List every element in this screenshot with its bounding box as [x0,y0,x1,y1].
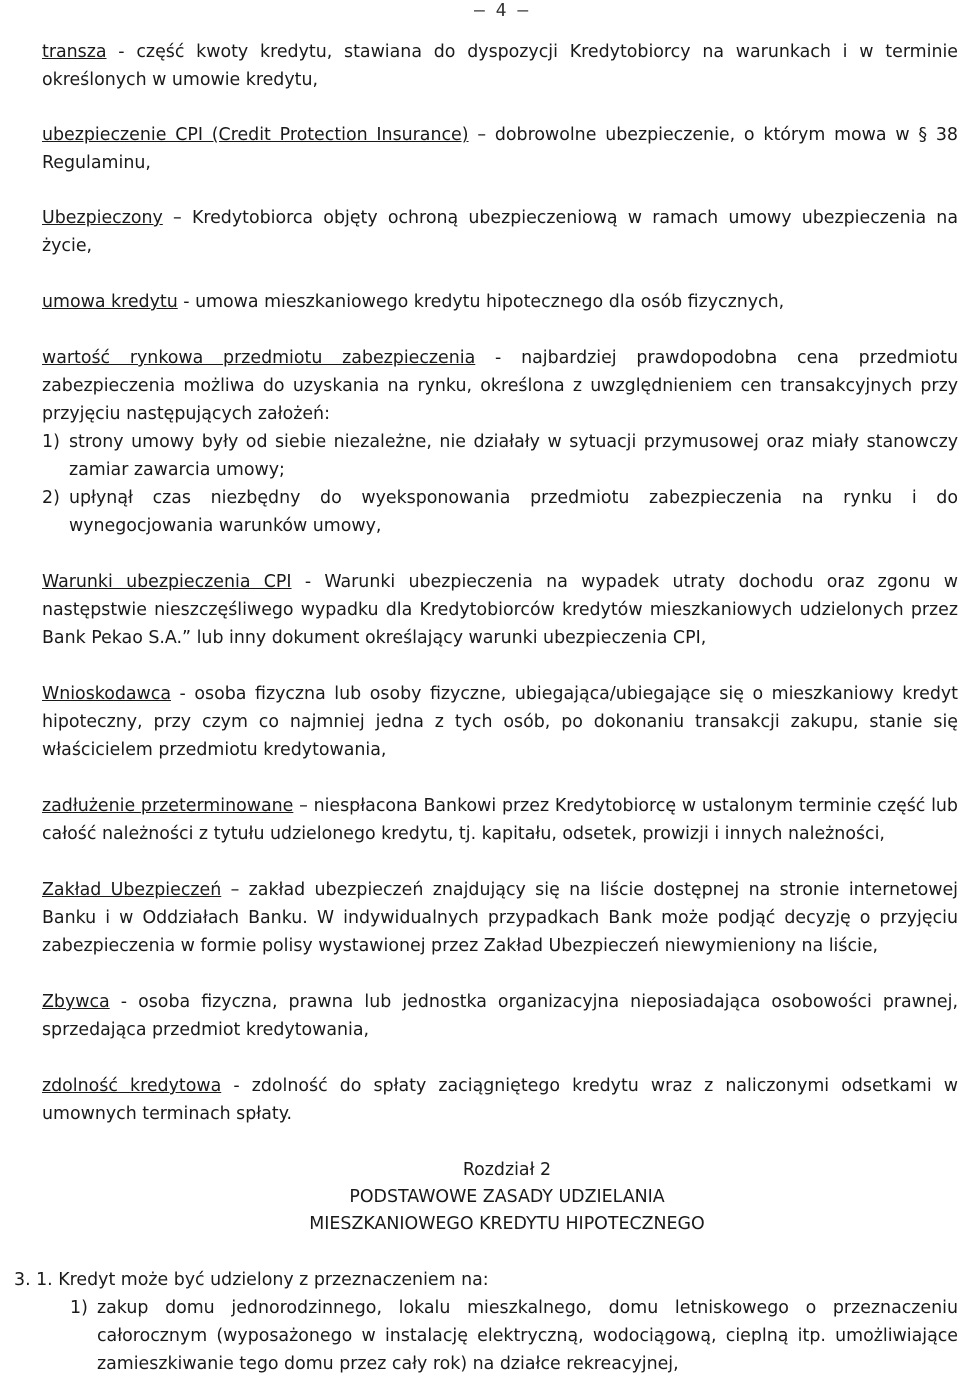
definition-text: osoba fizyczna, prawna lub jednostka organizacyjna nieposiadająca osobowości prawnej, sprzedająca przedmiot kredytowania, [42,992,958,1040]
list-item-text: strony umowy były od siebie niezależne, nie działały w sytuacji przymusowej oraz miały stanowczy zamiar zawarcia umowy; [69,432,958,480]
definition-text: niespłacona Bankowi przez Kredytobiorcę w ustalonym terminie część lub całość należności z tytułu udzielonego kredytu, tj. kapitału, odsetek, prowizji i innych należności, [42,796,958,844]
definition-text: dobrowolne ubezpieczenie, o którym mowa w § 38 Regulaminu, [42,125,958,173]
definition-text: osoba fizyczna lub osoby fizyczne, ubiegająca/ubiegające się o mieszkaniowy kredyt hipoteczny, przy czym co najmniej jedna z tych osób, po dokonaniu transakcji zakupu, stanie się właścicielem przedmiotu kredytowania, [42,684,958,760]
list-item-number: 2) [42,488,60,508]
definition-text: umowa mieszkaniowego kredytu hipotecznego dla osób fizycznych, [195,292,785,312]
definition-text: zdolność do spłaty zaciągniętego kredytu wraz z naliczonymi odsetkami w umownych terminach spłaty. [42,1076,958,1124]
list-item-number: 1) [70,1298,88,1318]
definition-term: ubezpieczenie CPI (Credit Protection Insurance) [42,125,469,145]
definition-text: zakład ubezpieczeń znajdujący się na liście dostępnej na stronie internetowej Banku i w Oddziałach Banku. W indywidualnych przypadkach Bank może podjąć decyzję o przyjęciu zabezpieczenia w formie polisy wystawionej przez Zakład Ubezpieczeń niewymieniony na liście, [42,880,958,956]
definition-separator: - [221,1076,252,1096]
list-item-text: zakup domu jednorodzinnego, lokalu mieszkalnego, domu letniskowego o przeznaczeniu całorocznym (wyposażonego w instalację elektryczną, wodociągową, cieplną itp. umożliwiające zamieszkiwanie tego domu przez cały rok) na działce rekreacyjnej, [97,1298,958,1374]
definition-transza [42,38,958,94]
definition-term: Wnioskodawca [42,684,171,704]
definition-term: zadłużenie przeterminowane [42,796,294,816]
list-item-number: 1) [42,432,60,452]
definition-term: Warunki ubezpieczenia CPI [42,572,292,592]
chapter-number: Rozdział 2 [462,1160,552,1180]
definition-term: Zakład Ubezpieczeń [42,880,222,900]
definition-separator: - [109,992,139,1012]
chapter-heading [0,1157,960,1238]
list-item [42,484,958,540]
section-heading: 3. 1. Kredyt może być udzielony z przeznaczeniem na: [14,1270,489,1290]
section-3 [0,1266,960,1378]
definition-zadluzenie [42,792,958,848]
definition-ubezpieczony [42,204,958,260]
list-item-text: upłynął czas niezbędny do wyeksponowania przedmiotu zabezpieczenia na rynku i do wynegocjowania warunków umowy, [69,488,958,536]
definitions-list [42,38,958,1128]
definition-text: Kredytobiorca objęty ochroną ubezpieczeniową w ramach umowy ubezpieczenia na życie, [42,208,958,256]
definition-term: Zbywca [42,992,110,1012]
definition-separator: - [170,684,195,704]
definition-term: Ubezpieczony [42,208,163,228]
page-number: – 4 – [474,0,529,21]
chapter-title-line-2: MIESZKANIOWEGO KREDYTU HIPOTECZNEGO [309,1214,705,1234]
definition-separator: - [106,42,137,62]
definition-separator: - [475,348,522,368]
definition-zaklad-ubezpieczen [42,876,958,960]
definition-text: najbardziej prawdopodobna cena przedmiotu zabezpieczenia możliwa do uzyskania na rynku, określona z uwzględnieniem cen transakcyjnych przy przyjęciu następujących założeń: [42,348,958,424]
definition-term: zdolność kredytowa [42,1076,222,1096]
definition-separator: – [293,796,314,816]
definition-separator: - [177,292,196,312]
definition-separator: – [221,880,249,900]
definition-ubezpieczenie-cpi [42,121,958,177]
definition-separator: – [468,125,495,145]
list-item [42,428,958,484]
definition-text: Warunki ubezpieczenia na wypadek utraty dochodu oraz zgonu w następstwie nieszczęśliwego wypadku dla Kredytobiorców kredytów mieszkaniowych udzielonych przez Bank Pekao S.A.” lub inny dokument określający warunki ubezpieczenia CPI, [42,572,958,648]
chapter-title-line-1: PODSTAWOWE ZASADY UDZIELANIA [349,1187,665,1207]
definition-zbywca [42,988,958,1044]
definition-separator: – [162,208,192,228]
definition-umowa-kredytu [42,288,958,316]
definition-wnioskodawca [42,680,958,764]
definition-text: część kwoty kredytu, stawiana do dyspozycji Kredytobiorcy na warunkach i w terminie określonych w umowie kredytu, [42,42,958,90]
definition-warunki-cpi [42,568,958,652]
definition-separator: - [291,572,325,592]
definition-term: transza [42,42,107,62]
definition-zdolnosc-kredytowa [42,1072,958,1128]
section-list-item [0,1294,960,1378]
definition-term: wartość rynkowa przedmiotu zabezpieczenia [42,348,476,368]
definition-wartosc-rynkowa [42,344,958,540]
definition-term: umowa kredytu [42,292,178,312]
